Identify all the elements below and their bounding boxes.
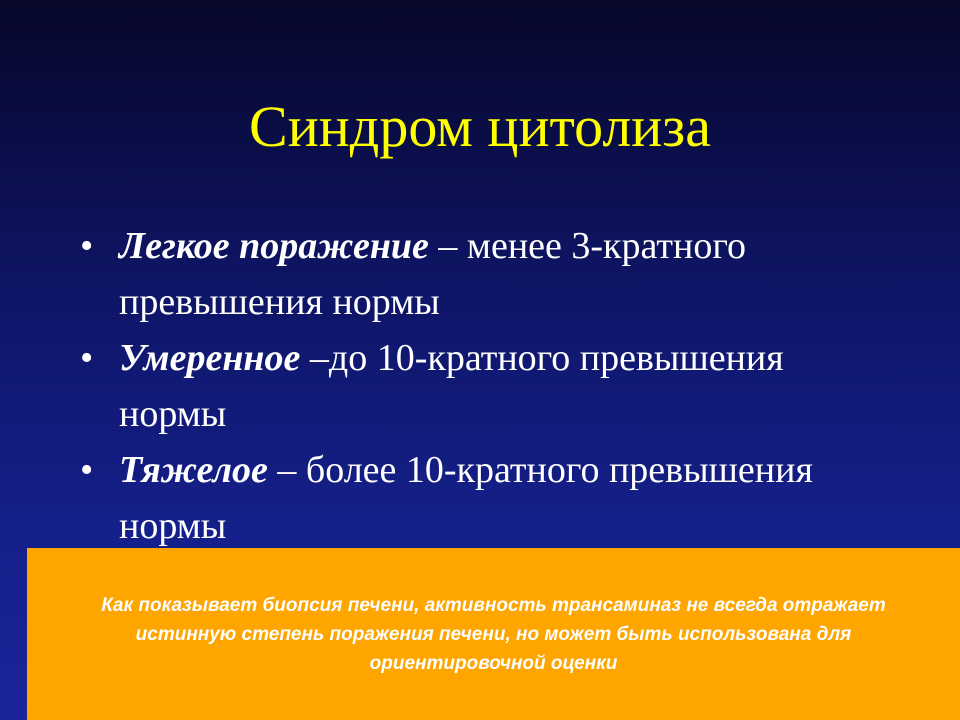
bullet-term: Умеренное [119,337,301,379]
bullet-text: –до 10-кратного превышения нормы [119,337,784,435]
bullet-text: – более 10-кратного превышения нормы [119,449,813,547]
bullet-term: Легкое поражение [119,225,429,267]
bullet-item-moderate [80,330,900,442]
note-box [27,548,960,720]
bullet-item-mild [80,218,900,330]
bullet-term: Тяжелое [119,449,268,491]
note-text: Как показывает биопсия печени, активность трансаминаз не всегда отражает истинную степень поражения печени, но может быть использована для ориентировочной оценки [101,594,886,674]
slide-title: Синдром цитолиза [249,94,711,159]
bullet-dot: • [80,449,94,491]
bullet-dot: • [80,337,94,379]
bullet-item-severe [80,442,900,554]
bullet-text: – менее 3-кратного превышения нормы [119,225,746,323]
bullet-dot: • [80,225,94,267]
bullet-list [80,218,900,554]
